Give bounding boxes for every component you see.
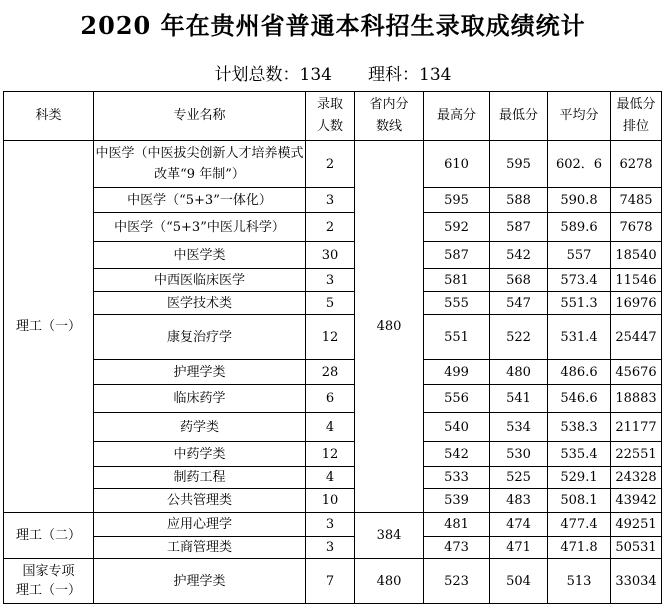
table-row bbox=[4, 141, 662, 188]
max-cell: 592 bbox=[424, 213, 490, 242]
table-row bbox=[4, 537, 662, 559]
max-cell: 539 bbox=[424, 489, 490, 513]
major-cell: 公共管理类 bbox=[94, 489, 306, 513]
avg-cell: 529.1 bbox=[548, 467, 611, 489]
enrolled-cell: 4 bbox=[306, 413, 355, 442]
major-cell: 应用心理学 bbox=[94, 513, 306, 537]
major-cell: 临床药学 bbox=[94, 385, 306, 413]
avg-cell: 602．6 bbox=[548, 141, 611, 188]
rank-cell: 33034 bbox=[611, 559, 662, 604]
enrolled-cell: 6 bbox=[306, 385, 355, 413]
science-label: 理科： bbox=[368, 65, 419, 85]
admission-score-table bbox=[3, 91, 662, 604]
enrolled-cell: 28 bbox=[306, 360, 355, 385]
plan-total-label: 计划总数： bbox=[214, 65, 300, 85]
table-row bbox=[4, 292, 662, 315]
rank-cell: 49251 bbox=[611, 513, 662, 537]
avg-cell: 535.4 bbox=[548, 442, 611, 467]
rank-cell: 11546 bbox=[611, 269, 662, 292]
cutoff-cell: 480 bbox=[355, 559, 424, 604]
major-cell: 中西医临床医学 bbox=[94, 269, 306, 292]
rank-cell: 6278 bbox=[611, 141, 662, 188]
enrolled-cell: 5 bbox=[306, 292, 355, 315]
min-cell: 588 bbox=[490, 188, 548, 213]
table-row bbox=[4, 442, 662, 467]
max-cell: 556 bbox=[424, 385, 490, 413]
min-cell: 587 bbox=[490, 213, 548, 242]
table-row bbox=[4, 269, 662, 292]
header-category: 科类 bbox=[4, 92, 94, 141]
category-cell: 国家专项 理工（一） bbox=[4, 559, 94, 604]
major-cell: 护理学类 bbox=[94, 360, 306, 385]
avg-cell: 551.3 bbox=[548, 292, 611, 315]
science-value: 134 bbox=[419, 65, 452, 85]
avg-cell: 590.8 bbox=[548, 188, 611, 213]
avg-cell: 538.3 bbox=[548, 413, 611, 442]
rank-cell: 45676 bbox=[611, 360, 662, 385]
major-cell: 工商管理类 bbox=[94, 537, 306, 559]
rank-cell: 24328 bbox=[611, 467, 662, 489]
header-max: 最高分 bbox=[424, 92, 490, 141]
avg-cell: 486.6 bbox=[548, 360, 611, 385]
avg-cell: 471.8 bbox=[548, 537, 611, 559]
major-cell: 中医学类 bbox=[94, 242, 306, 269]
max-cell: 499 bbox=[424, 360, 490, 385]
rank-cell: 22551 bbox=[611, 442, 662, 467]
table-row bbox=[4, 242, 662, 269]
major-cell: 中医学（“5+3”一体化） bbox=[94, 188, 306, 213]
rank-cell: 7678 bbox=[611, 213, 662, 242]
major-cell: 中医学（中医拔尖创新人才培养模式改革“9 年制”） bbox=[94, 141, 306, 188]
max-cell: 473 bbox=[424, 537, 490, 559]
min-cell: 480 bbox=[490, 360, 548, 385]
avg-cell: 573.4 bbox=[548, 269, 611, 292]
enrolled-cell: 12 bbox=[306, 442, 355, 467]
table-row bbox=[4, 315, 662, 360]
max-cell: 587 bbox=[424, 242, 490, 269]
min-cell: 541 bbox=[490, 385, 548, 413]
max-cell: 610 bbox=[424, 141, 490, 188]
min-cell: 504 bbox=[490, 559, 548, 604]
table-row bbox=[4, 513, 662, 537]
major-cell: 康复治疗学 bbox=[94, 315, 306, 360]
max-cell: 555 bbox=[424, 292, 490, 315]
table-row bbox=[4, 467, 662, 489]
max-cell: 581 bbox=[424, 269, 490, 292]
min-cell: 595 bbox=[490, 141, 548, 188]
table-row bbox=[4, 385, 662, 413]
enrolled-cell: 4 bbox=[306, 467, 355, 489]
rank-cell: 18883 bbox=[611, 385, 662, 413]
avg-cell: 513 bbox=[548, 559, 611, 604]
max-cell: 481 bbox=[424, 513, 490, 537]
table-row bbox=[4, 413, 662, 442]
header-enrolled: 录取 人数 bbox=[306, 92, 355, 141]
major-cell: 中药学类 bbox=[94, 442, 306, 467]
enrolled-cell: 3 bbox=[306, 513, 355, 537]
min-cell: 530 bbox=[490, 442, 548, 467]
rank-cell: 18540 bbox=[611, 242, 662, 269]
cutoff-cell: 384 bbox=[355, 513, 424, 559]
min-cell: 471 bbox=[490, 537, 548, 559]
header-min: 最低分 bbox=[490, 92, 548, 141]
enrolled-cell: 2 bbox=[306, 141, 355, 188]
rank-cell: 21177 bbox=[611, 413, 662, 442]
category-cell: 理工（一） bbox=[4, 141, 94, 513]
enrolled-cell: 3 bbox=[306, 269, 355, 292]
min-cell: 568 bbox=[490, 269, 548, 292]
header-rank: 最低分 排位 bbox=[611, 92, 662, 141]
enrolled-cell: 3 bbox=[306, 537, 355, 559]
avg-cell: 557 bbox=[548, 242, 611, 269]
major-cell: 护理学类 bbox=[94, 559, 306, 604]
min-cell: 522 bbox=[490, 315, 548, 360]
table-row bbox=[4, 213, 662, 242]
plan-total-value: 134 bbox=[299, 65, 332, 85]
header-avg: 平均分 bbox=[548, 92, 611, 141]
max-cell: 542 bbox=[424, 442, 490, 467]
enrolled-cell: 2 bbox=[306, 213, 355, 242]
max-cell: 540 bbox=[424, 413, 490, 442]
avg-cell: 508.1 bbox=[548, 489, 611, 513]
rank-cell: 50531 bbox=[611, 537, 662, 559]
min-cell: 542 bbox=[490, 242, 548, 269]
enrolled-cell: 12 bbox=[306, 315, 355, 360]
rank-cell: 43942 bbox=[611, 489, 662, 513]
max-cell: 533 bbox=[424, 467, 490, 489]
max-cell: 523 bbox=[424, 559, 490, 604]
min-cell: 525 bbox=[490, 467, 548, 489]
header-major: 专业名称 bbox=[94, 92, 306, 141]
min-cell: 474 bbox=[490, 513, 548, 537]
rank-cell: 7485 bbox=[611, 188, 662, 213]
enrolled-cell: 10 bbox=[306, 489, 355, 513]
avg-cell: 589.6 bbox=[548, 213, 611, 242]
max-cell: 595 bbox=[424, 188, 490, 213]
plan-summary bbox=[0, 60, 666, 85]
major-cell: 中医学（“5+3”中医儿科学） bbox=[94, 213, 306, 242]
category-cell: 理工（二） bbox=[4, 513, 94, 559]
header-cutoff: 省内分 数线 bbox=[355, 92, 424, 141]
avg-cell: 531.4 bbox=[548, 315, 611, 360]
table-row bbox=[4, 559, 662, 604]
major-cell: 制药工程 bbox=[94, 467, 306, 489]
enrolled-cell: 30 bbox=[306, 242, 355, 269]
min-cell: 547 bbox=[490, 292, 548, 315]
min-cell: 483 bbox=[490, 489, 548, 513]
major-cell: 药学类 bbox=[94, 413, 306, 442]
major-cell: 医学技术类 bbox=[94, 292, 306, 315]
page-title: 2020 年在贵州省普通本科招生录取成绩统计 bbox=[80, 11, 586, 40]
max-cell: 551 bbox=[424, 315, 490, 360]
rank-cell: 16976 bbox=[611, 292, 662, 315]
rank-cell: 25447 bbox=[611, 315, 662, 360]
avg-cell: 546.6 bbox=[548, 385, 611, 413]
avg-cell: 477.4 bbox=[548, 513, 611, 537]
enrolled-cell: 7 bbox=[306, 559, 355, 604]
enrolled-cell: 3 bbox=[306, 188, 355, 213]
table-row bbox=[4, 489, 662, 513]
table-header-row bbox=[4, 92, 662, 141]
table-row bbox=[4, 360, 662, 385]
min-cell: 534 bbox=[490, 413, 548, 442]
table-row bbox=[4, 188, 662, 213]
cutoff-cell: 480 bbox=[355, 141, 424, 513]
